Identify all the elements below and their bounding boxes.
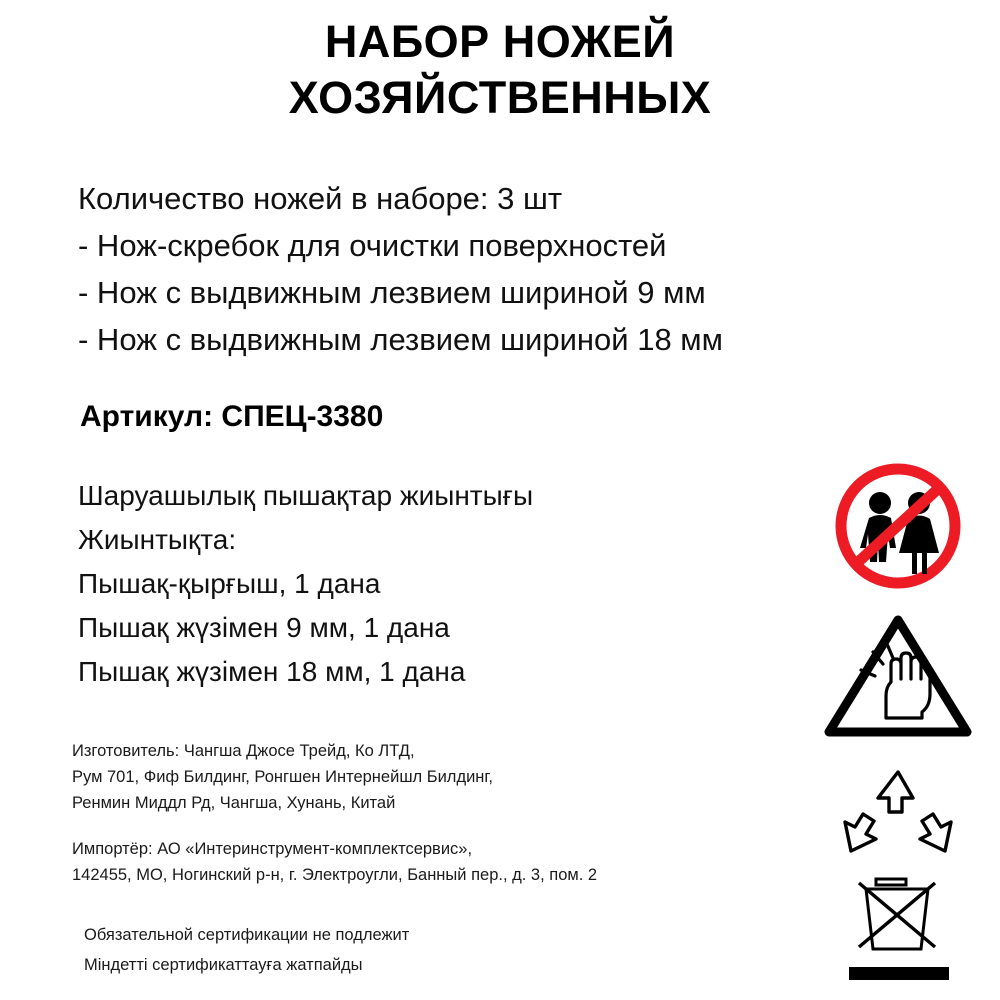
certification-block — [84, 920, 804, 980]
importer-line: 142455, МО, Ногинский р-н, г. Электроугли, Банный пер., д. 3, пом. 2 — [72, 866, 598, 884]
description-ru-line: Количество ножей в наборе: 3 шт — [78, 181, 563, 216]
description-kz-line: Пышақ жүзімен 18 мм, 1 дана — [78, 656, 466, 687]
manufacturer-line: Рум 701, Фиф Билдинг, Ронгшен Интернейшл Билдинг, — [72, 768, 493, 786]
title-line-1: НАБОР НОЖЕЙ — [324, 16, 676, 67]
certification-line: Міндетті сертификаттауға жатпайды — [84, 956, 363, 974]
manufacturer-line: Изготовитель: Чангша Джосе Трейд, Ко ЛТД, — [72, 742, 415, 760]
description-kz-line: Пышақ-қырғыш, 1 дана — [78, 568, 381, 599]
pictogram-column — [808, 462, 988, 986]
hand-cut-warning-icon — [823, 614, 973, 739]
recycle-icon — [823, 765, 973, 857]
description-russian — [78, 175, 878, 363]
page-title — [0, 14, 1000, 126]
description-ru-line: - Нож с выдвижным лезвием шириной 9 мм — [78, 275, 706, 310]
importer-line: Импортёр: АО «Интеринструмент-комплектсервис», — [72, 840, 473, 858]
no-children-icon — [823, 462, 973, 592]
certification-line: Обязательной сертификации не подлежит — [84, 926, 410, 944]
weee-bin-icon — [823, 871, 973, 986]
manufacturer-line: Ренмин Миддл Рд, Чангша, Хунань, Китай — [72, 794, 396, 812]
description-kz-line: Шаруашылық пышақтар жиынтығы — [78, 480, 534, 511]
title-line-2: ХОЗЯЙСТВЕННЫХ — [288, 72, 712, 123]
description-ru-line: - Нож с выдвижным лезвием шириной 18 мм — [78, 322, 723, 357]
description-kazakh — [78, 474, 778, 694]
description-ru-line: - Нож-скребок для очистки поверхностей — [78, 228, 667, 263]
manufacturer-block — [72, 738, 792, 816]
description-kz-line: Жиынтықта: — [78, 524, 237, 555]
description-kz-line: Пышақ жүзімен 9 мм, 1 дана — [78, 612, 450, 643]
importer-block — [72, 836, 792, 888]
article-number: Артикул: СПЕЦ-3380 — [80, 400, 384, 433]
